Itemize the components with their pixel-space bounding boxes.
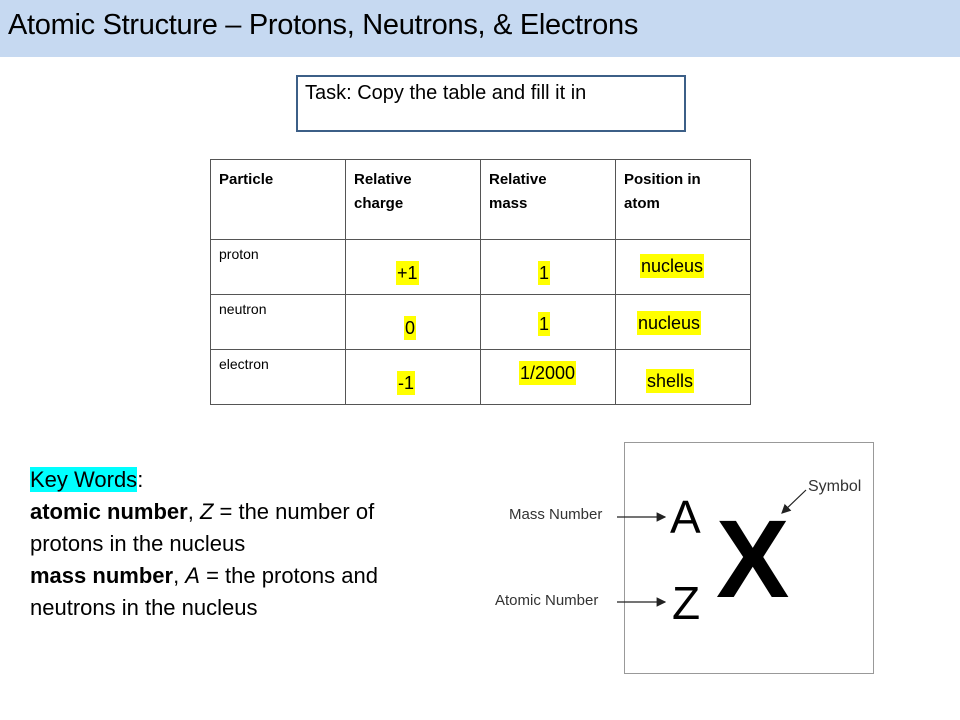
mass-number-term: mass number <box>30 563 174 588</box>
header-particle: Particle <box>219 171 274 188</box>
mass-number-definition: mass number, A = the protons and neutrons in the nucleus <box>30 563 378 620</box>
task-text: Task: Copy the table and fill it in <box>305 82 587 104</box>
mass-number-label: Mass Number <box>509 506 603 523</box>
mass-symbol: A <box>185 563 200 588</box>
mass-value: 1 <box>539 263 550 283</box>
charge-value: -1 <box>398 373 415 393</box>
symbol-label: Symbol <box>808 478 862 495</box>
header-charge: Relative charge <box>354 171 412 212</box>
atomic-number-definition: atomic number, Z = the number of protons in the nucleus <box>30 499 375 556</box>
atomic-letter: Z <box>672 577 701 629</box>
charge-value: 0 <box>405 318 416 338</box>
atomic-number-term: atomic number <box>30 499 188 524</box>
header-mass: Relative mass <box>489 171 547 212</box>
mass-letter: A <box>670 491 701 543</box>
atomic-symbol: Z <box>199 499 214 524</box>
particle-name: electron <box>219 356 269 372</box>
charge-value: +1 <box>397 263 418 283</box>
position-value: nucleus <box>638 313 701 333</box>
mass-value: 1/2000 <box>520 363 576 383</box>
atomic-def: = the number of protons in the nucleus <box>30 499 375 556</box>
mass-value: 1 <box>539 314 550 334</box>
position-value: nucleus <box>641 256 704 276</box>
position-value: shells <box>647 371 694 391</box>
atomic-number-label: Atomic Number <box>495 592 599 609</box>
colon: : <box>137 467 144 492</box>
particle-name: proton <box>219 246 259 262</box>
header-position: Position in atom <box>624 171 701 212</box>
page-title: Atomic Structure – Protons, Neutrons, & Electrons <box>8 9 639 41</box>
symbol-letter: X <box>716 498 790 621</box>
particle-name: neutron <box>219 301 267 317</box>
key-words-heading: Key Words <box>30 467 138 492</box>
mass-def: = the protons and neutrons in the nucleus <box>30 563 378 620</box>
